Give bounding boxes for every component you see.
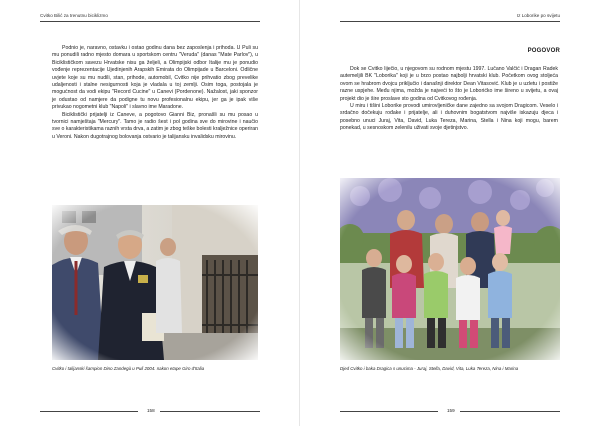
- paragraph: U miru i tišini Loborike provodi umirovljeničke dane zajedno sa svojom Dragicom. Veselo i srdačno dočekuju rođake i prijatelje, ali i duhovnim bogatstvom najviše iskazuju djeca i posebno unuci Juraj, Vita, David, Luka Tereza, Marina, Stella i Nina koji mogu, barem ponekad, u sesnoskom zelenilu uživati svoje djetinjstvo.: [340, 103, 558, 132]
- body-text: [340, 66, 558, 133]
- photo-family-group: [340, 178, 560, 360]
- header-rule: [340, 21, 560, 22]
- photo-caption: Cvitko i talijanski šampion Dino Zandegù u Puli 2004. nakon etape Giro d'Italia: [52, 366, 205, 371]
- photo-two-men: [52, 205, 258, 360]
- body-text: [52, 45, 258, 141]
- footer-rule: [40, 411, 138, 412]
- paragraph: Podnio je, naravno, ostavku i ostao godinu dana bez zaposlenja i prihoda. U Puli su mu ponudili radno mjesto domara u sportskom centru "Veruda" (danas "Mate Parlov"), u Biciklističkom savezu Hrvatske nisu ga željeli, a Olimpijski odbor Italije mu je ponudio vođenje reprezentacije Ujedinjenih Arapskih Emirata do Olimpijade u Barceloni. Odlične uvjete koje su mu nudili, stan, prihode, automobil, Cvitko nije prihvatio zbog prevelike udaljenosti i stalne nesigurnosti koja je vladala u toj zemlji. Osim toga, postojala je mogućnost da vodi ekipu "Record Cucine" u Canevi (Pordenone). Nažalost, jaki sponzor je odustao od namjere da podigne tu novu profesionalnu ekipu, jer ga je ipak više privukao nogometni klub "Napoli" i slavno ime Maradone.: [52, 45, 258, 111]
- page-number: 159: [444, 408, 458, 413]
- paragraph: Biciklistički prijatelji iz Caneve, a pogotovo Gianni Biz, pronašli su mu posao u tvornici namještaja "Mercury". Tamo je radio šest i pol godina sve do mirovine i naučio sve o karakteristikama raznih vrsta drva, a zatim je zbog teške bolesti kralježnice operiran u Veroni. Nakon dugotrajnog bolovanja ostvario je talijansku invalidsku mirovinu.: [52, 111, 258, 140]
- photo-caption: Djed Cvitko i baka Dragica s unucima - Juraj, Stella, David, Vita, Luka Tereza, Nina i Marina: [340, 366, 519, 371]
- footer-rule: [460, 411, 560, 412]
- footer-rule: [340, 411, 438, 412]
- running-header: Cvitko Bilić za trenutnu biciklizmo: [40, 13, 108, 18]
- footer-rule: [160, 411, 260, 412]
- right-page: [300, 0, 600, 426]
- running-header: Iz Loborike po svijetu: [516, 13, 560, 18]
- page-number: 158: [144, 408, 158, 413]
- paragraph: Dok se Cvitko liječio, u njegovom su rodnom mjestu 1997. Lučano Valčić i Dragan Radek autemeljili BK "Loborika" koji je u brzo postao najbolji hrvatski klub. Početkom ovog stoljeća ovom se hrabrom dvojcu priključio i današnji direktor Dean Vitasović. Klub je u uzletu i postiže razne uspjehe. Među njima, možda je najveći to što je Loborićko ime šireno u svijetu, a ovaj projekt dio je šire proslave sto godina od Cvitkovog rođenja.: [340, 66, 558, 102]
- header-rule: [40, 21, 260, 22]
- section-title: POGOVOR: [527, 48, 560, 54]
